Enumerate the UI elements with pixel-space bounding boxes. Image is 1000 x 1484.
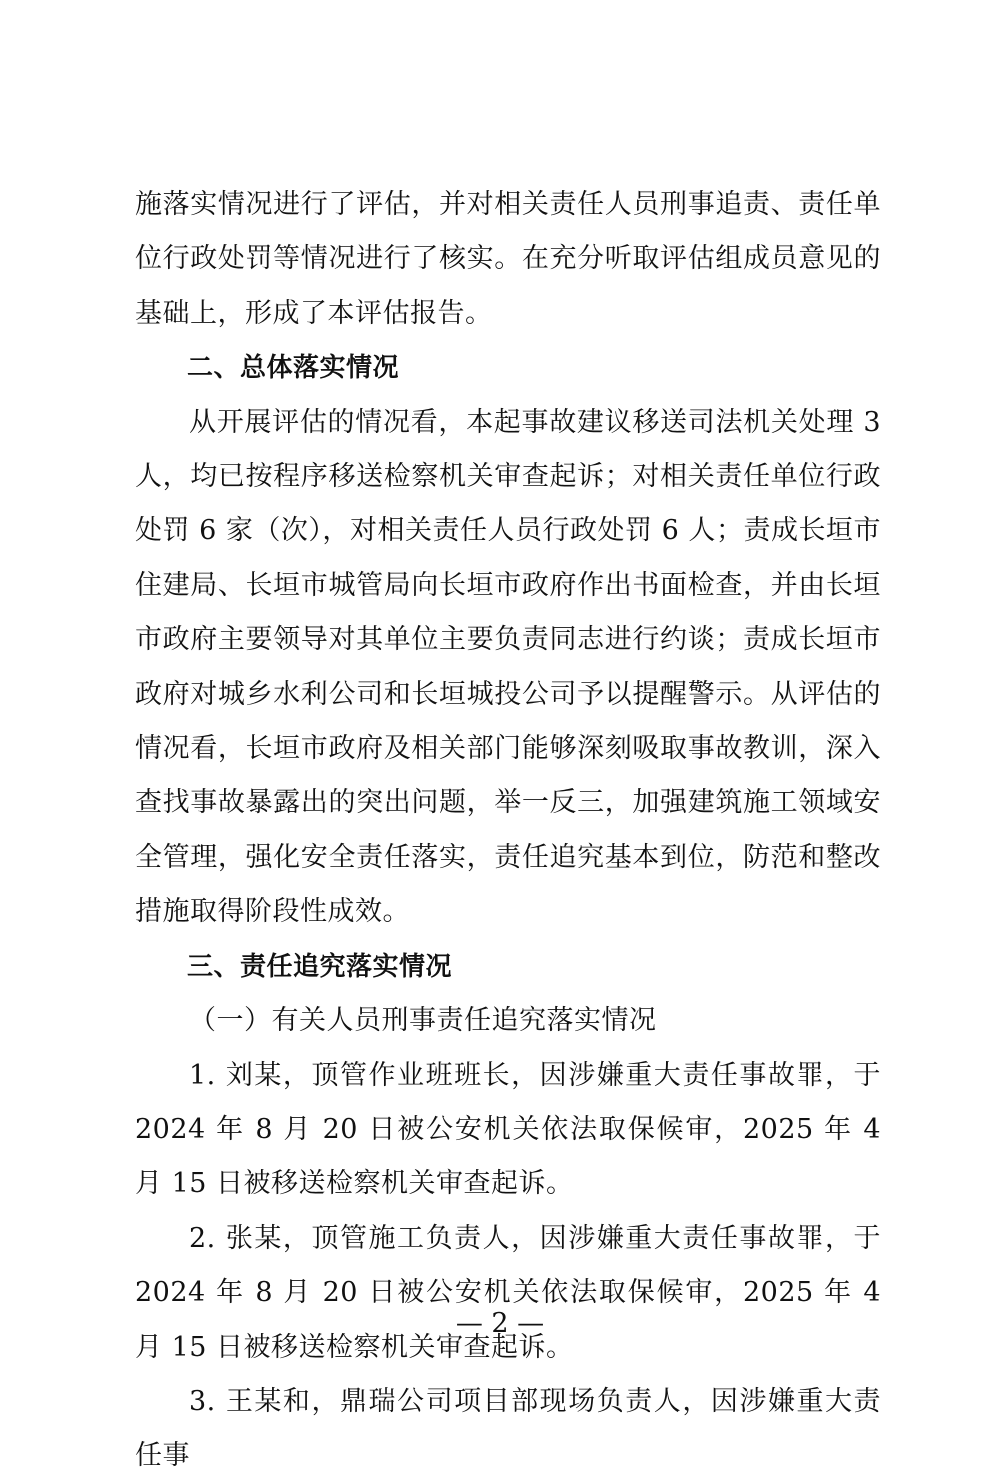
subheading-criminal-liability: （一）有关人员刑事责任追究落实情况 bbox=[189, 1005, 657, 1037]
list-item-wang: 3. 王某和，鼎瑞公司项目部现场负责人，因涉嫌重大责任事 bbox=[135, 1385, 881, 1472]
paragraph-evaluation-intro: 施落实情况进行了评估，并对相关责任人员刑事追责、责任单位行政处罚等情况进行了核实。在充分听取评估组成员意见的基础上，形成了本评估报告。 bbox=[135, 189, 881, 329]
heading-overall-implementation: 二、总体落实情况 bbox=[187, 353, 400, 384]
paragraph-overall-implementation: 从开展评估的情况看，本起事故建议移送司法机关处理 3 人，均已按程序移送检察机关审查起诉；对相关责任单位行政处罚 6 家（次），对相关责任人员行政处罚 6 人；责成长垣市住建局、长垣市城管局向长垣市政府作出书面检查，并由长垣市政府主要领导对其单位主要负责同志进行约谈；责成长垣市政府对城乡水利公司和长垣城投公司予以提醒警示。从评估的情况看，长垣市政府及相关部门能够深刻吸取事故教训，深入查找事故暴露出的突出问题，举一反三，加强建筑施工领域安全管理，强化安全责任落实，责任追究基本到位，防范和整改措施取得阶段性成效。 bbox=[135, 406, 881, 928]
list-item-zhang: 2. 张某，顶管施工负责人，因涉嫌重大责任事故罪，于 2024 年 8 月 20 日被公安机关依法取保候审，2025 年 4 月 15 日被移送检察机关审查起诉。 bbox=[135, 1222, 881, 1363]
heading-accountability: 三、责任追究落实情况 bbox=[187, 951, 453, 982]
list-item-liu: 1. 刘某，顶管作业班班长，因涉嫌重大责任事故罪，于 2024 年 8 月 20 日被公安机关依法取保候审，2025 年 4 月 15 日被移送检察机关审查起诉。 bbox=[135, 1059, 881, 1200]
document-body bbox=[135, 178, 881, 1484]
page-number: — 2 — bbox=[455, 1308, 545, 1339]
